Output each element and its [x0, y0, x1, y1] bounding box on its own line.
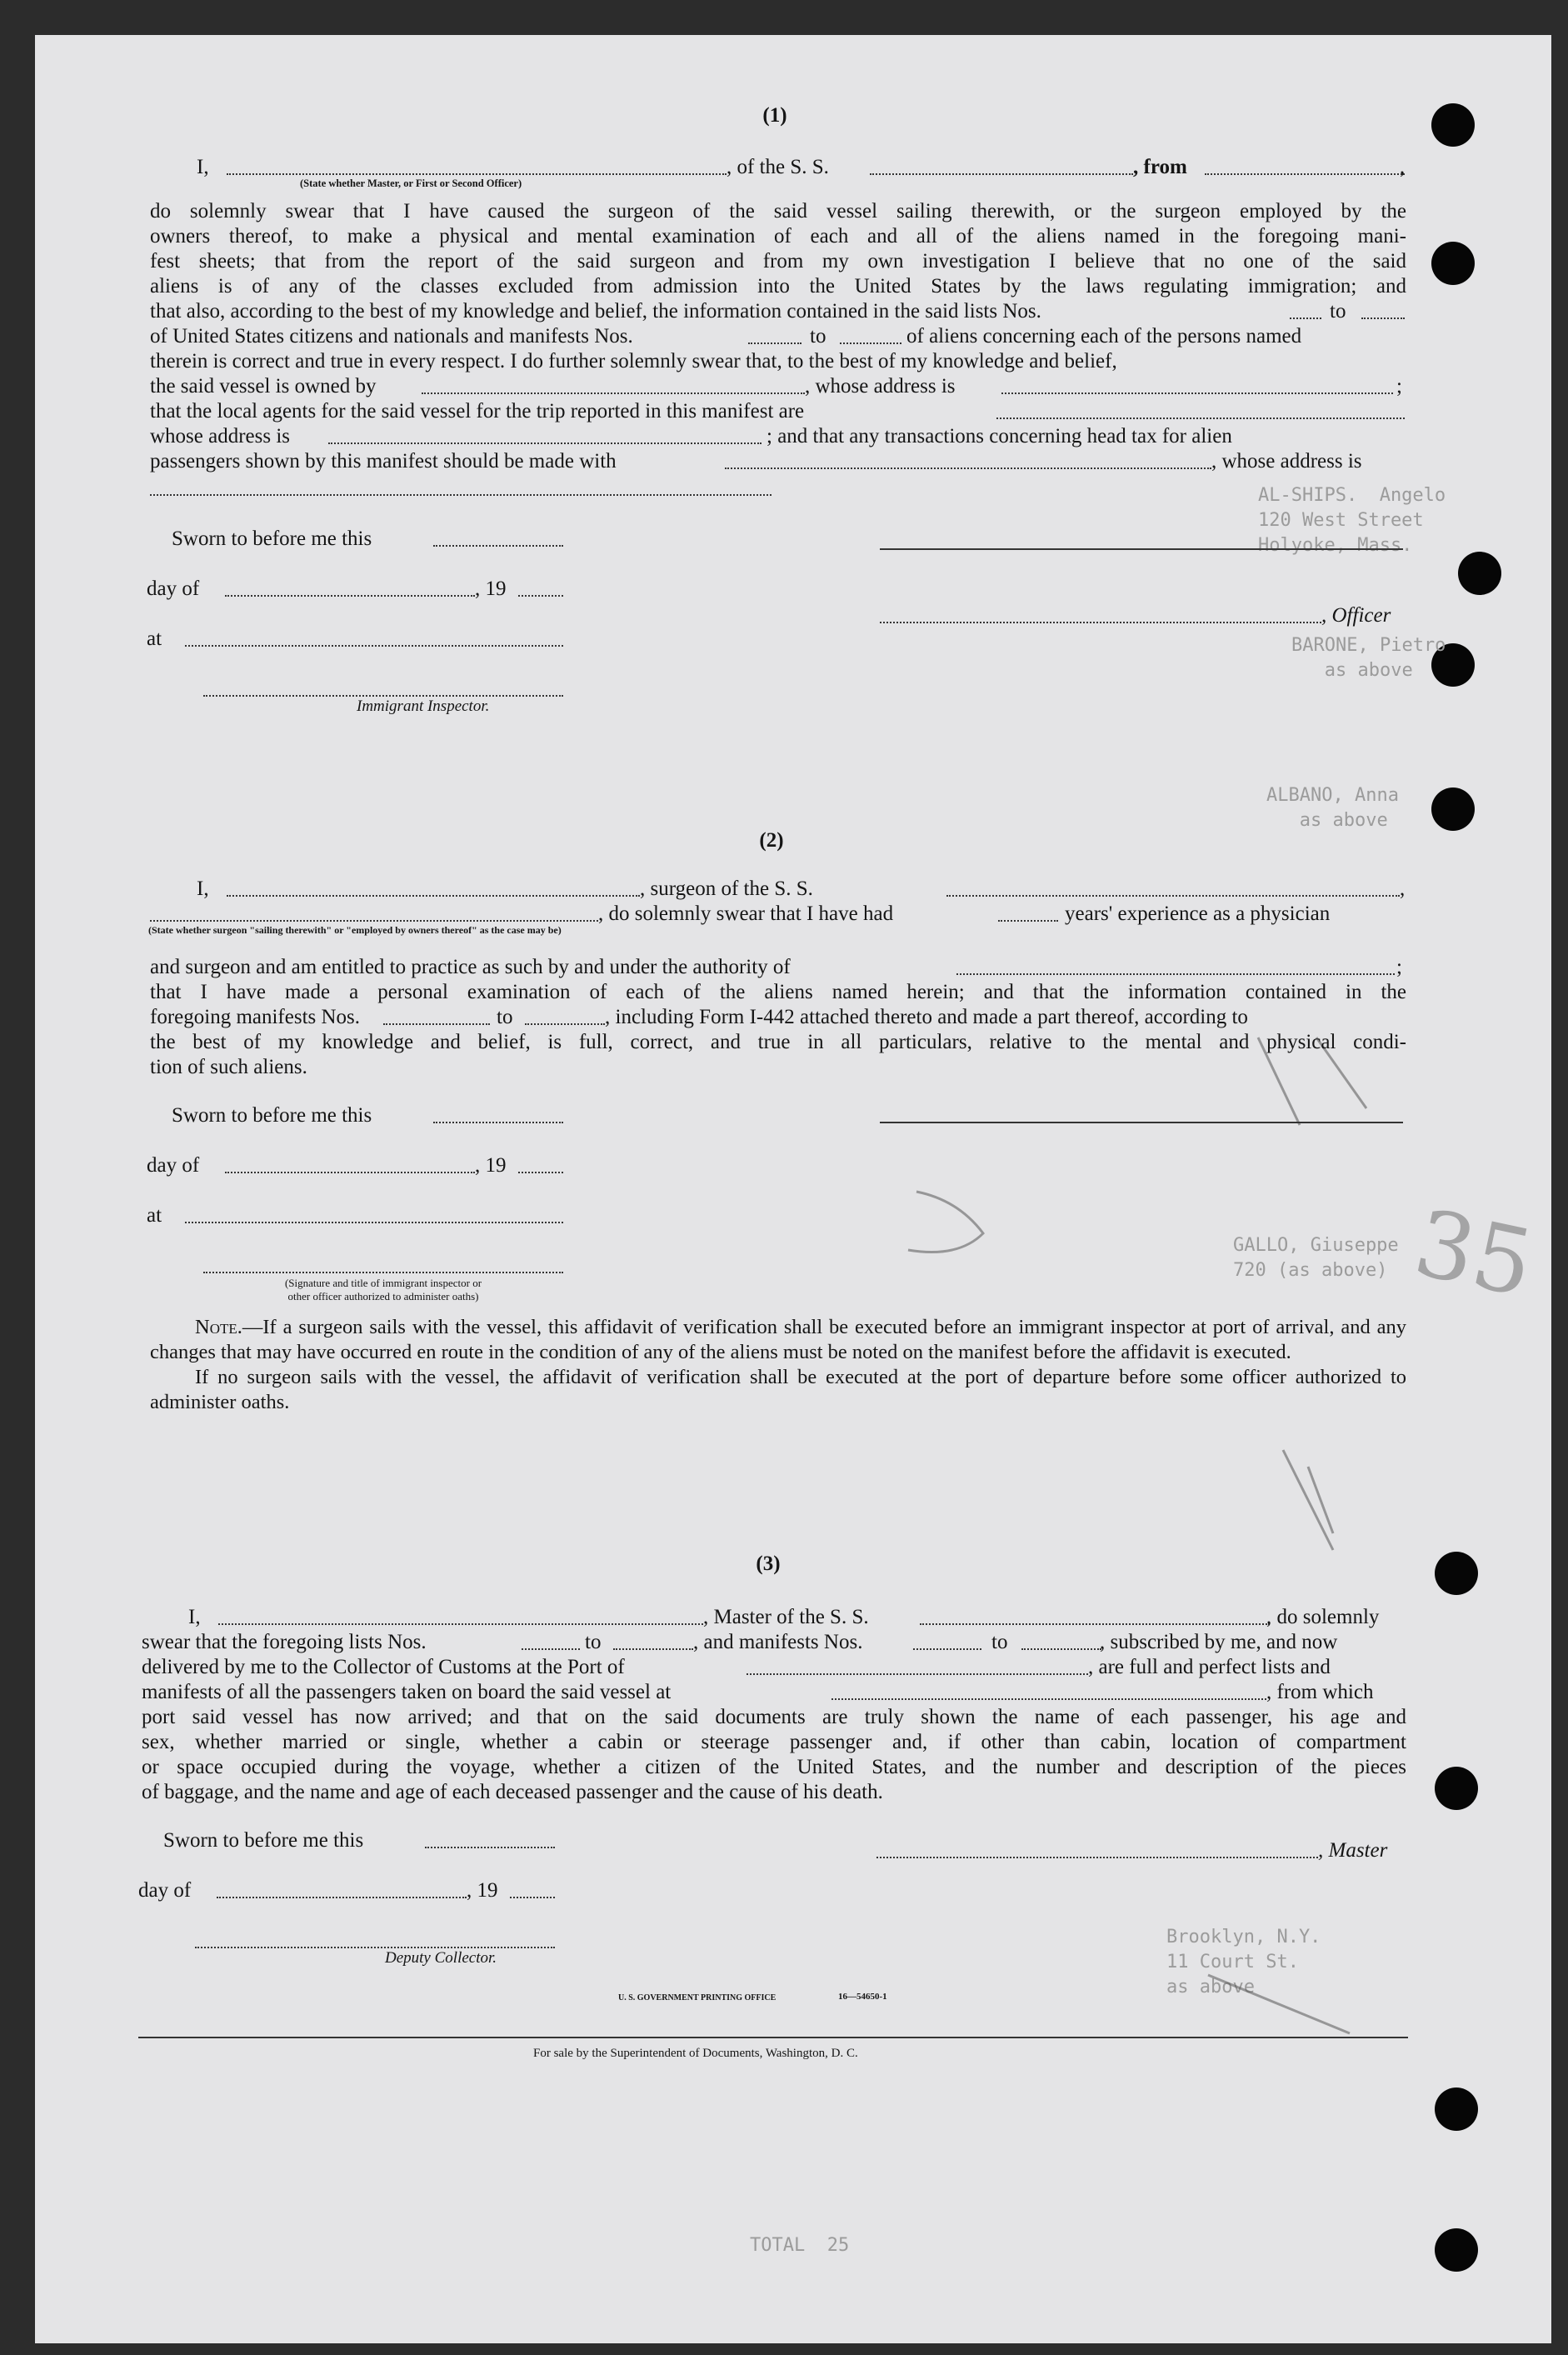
- bleed-text: AL-SHIPS. Angelo 120 West Street Holyoke, Mass.: [1258, 485, 1446, 556]
- master-manifests-from-field[interactable]: [913, 1648, 981, 1650]
- form-text: ; and that any transactions concerning head tax for alien: [767, 425, 1232, 448]
- local-agents-field[interactable]: [996, 418, 1405, 419]
- agents-address-field[interactable]: [328, 442, 762, 444]
- form-text: foregoing manifests Nos.: [150, 1006, 361, 1028]
- section3-body: [142, 1705, 1406, 1805]
- master-vessel-field[interactable]: [920, 1623, 1270, 1625]
- form-text: that I have made a personal examination of each of the aliens named herein; and that the information contained in the: [150, 981, 1406, 1003]
- years-experience-field[interactable]: [998, 920, 1058, 922]
- bleed-text: Brooklyn, N.Y. 11 Court St. as above: [1166, 1927, 1321, 1998]
- form-text: port said vessel has now arrived; and that on the said documents are truly shown the name of each passenger, his age and: [142, 1706, 1406, 1728]
- form-footnote: other officer authorized to administer oaths): [287, 1290, 479, 1302]
- day-of-field[interactable]: [217, 1897, 467, 1898]
- form-text: , whose address is: [805, 375, 956, 398]
- port-field[interactable]: [747, 1673, 1088, 1675]
- manifests-from-field[interactable]: [748, 342, 801, 344]
- form-text: ,: [1400, 156, 1406, 178]
- sworn-date-field[interactable]: [433, 1122, 563, 1123]
- form-text: or space occupied during the voyage, whether a citizen of the United States, and the number and description of the pieces: [142, 1756, 1406, 1778]
- vessel-name-field[interactable]: [870, 173, 1133, 175]
- form-text: , from: [1133, 156, 1187, 178]
- inspector-label: Immigrant Inspector.: [357, 698, 490, 715]
- form-text: of aliens concerning each of the persons named: [906, 325, 1302, 348]
- lists-to-field[interactable]: [1361, 318, 1405, 319]
- section-number: (2): [759, 829, 784, 852]
- form-text: , subscribed by me, and now: [1100, 1631, 1338, 1653]
- form-text: , do solemnly: [1266, 1606, 1380, 1628]
- form-text: sex, whether married or single, whether a cabin or steerage passenger and, if other than cabin, location of compartment: [142, 1731, 1406, 1753]
- at-place-field[interactable]: [185, 1222, 563, 1223]
- form-footnote: (State whether Master, or First or Second Officer): [300, 178, 522, 189]
- bleed-text: GALLO, Giuseppe 720 (as above): [1233, 1235, 1399, 1281]
- form-text: aliens is of any of the classes excluded from admission into the United States by the laws regulating immigration; and: [150, 275, 1406, 298]
- embarkation-port-field[interactable]: [831, 1698, 1266, 1700]
- form-text: If no surgeon sails with the vessel, the affidavit of verification shall be executed at the port of departure before some officer authorized to administer oaths.: [150, 1366, 1406, 1413]
- form-text: therein is correct and true in every respect. I do further solemnly swear that, to the best of my knowledge and belief,: [150, 350, 1117, 372]
- note-label: Note.: [195, 1316, 242, 1338]
- form-number: 16—54650-1: [838, 1992, 887, 2002]
- note-text: [150, 1315, 1406, 1365]
- officer-label: , Officer: [1321, 604, 1391, 627]
- form-text: , Master of the S. S.: [703, 1606, 869, 1628]
- deputy-label: Deputy Collector.: [385, 1949, 497, 1967]
- signature-note: [200, 1277, 567, 1303]
- form-footnote: (State whether surgeon "sailing therewith" or "employed by owners thereof" as the case may be): [148, 924, 562, 936]
- form-text: ;: [1396, 375, 1402, 398]
- bleed-text: TOTAL 25: [750, 2235, 850, 2256]
- form-text: the said vessel is owned by: [150, 375, 377, 398]
- form-text: day of: [138, 1879, 192, 1902]
- form-text: of baggage, and the name and age of each deceased passenger and the cause of his death.: [142, 1781, 883, 1803]
- manifests-to-field[interactable]: [840, 342, 901, 344]
- at-place-field[interactable]: [185, 645, 563, 647]
- form-text: ,: [1400, 878, 1406, 900]
- form-text: , of the S. S.: [727, 156, 829, 178]
- form-text: , surgeon of the S. S.: [640, 878, 813, 900]
- form-text: day of: [147, 578, 200, 600]
- form-text: delivered by me to the Collector of Customs at the Port of: [142, 1656, 625, 1678]
- form-text: , 19: [475, 1154, 507, 1177]
- authority-field[interactable]: [956, 973, 1395, 975]
- master-manifests-to-field[interactable]: [1021, 1648, 1101, 1650]
- surgeon-manifests-to-field[interactable]: [525, 1023, 605, 1025]
- deputy-signature-line[interactable]: [195, 1947, 555, 1948]
- form-text: do solemnly swear that I have caused the surgeon of the said vessel sailing therewith, or the surgeon employed by the: [150, 200, 1406, 222]
- form-text: —If a surgeon sails with the vessel, this affidavit of verification shall be executed before an immigrant inspector at port of arrival, and any changes that may have occurred en route in the condition of any of the aliens must be noted on the manifest before the affidavit is executed.: [150, 1316, 1406, 1363]
- form-text: of United States citizens and nationals and manifests Nos.: [150, 325, 633, 348]
- inspector-signature-line[interactable]: [203, 695, 563, 697]
- form-text: whose address is: [150, 425, 291, 448]
- form-text: at: [147, 1204, 162, 1227]
- owner-field[interactable]: [422, 392, 805, 394]
- form-text: and surgeon and am entitled to practice as such by and under the authority of: [150, 956, 791, 978]
- form-text: , including Form I-442 attached thereto and made a part thereof, according to: [605, 1006, 1248, 1028]
- master-signature-line[interactable]: [876, 1857, 1318, 1858]
- surgeon-name-field[interactable]: [227, 895, 640, 897]
- surgeon-signature-line[interactable]: [880, 1122, 1403, 1123]
- form-text: , 19: [467, 1879, 498, 1902]
- form-text: , are full and perfect lists and: [1088, 1656, 1331, 1678]
- form-text: day of: [147, 1154, 200, 1177]
- master-name-field[interactable]: [218, 1623, 703, 1625]
- section-number: (1): [762, 104, 787, 127]
- year-field[interactable]: [510, 1897, 555, 1898]
- form-text: , from which: [1266, 1681, 1374, 1703]
- section2-body: [150, 1030, 1406, 1080]
- lists-from-field[interactable]: [1290, 318, 1321, 319]
- note-paragraph: [150, 1315, 1406, 1415]
- form-text: to: [497, 1006, 513, 1028]
- form-text: passengers shown by this manifest should be made with: [150, 450, 617, 472]
- form-text: , 19: [475, 578, 507, 600]
- form-text: owners thereof, to make a physical and mental examination of each and all of the aliens named in the foregoing mani-: [150, 225, 1406, 248]
- form-text: fest sheets; that from the report of the said surgeon and from my own investigation I believe that no one of the said: [150, 250, 1406, 272]
- form-text: ;: [1396, 956, 1402, 978]
- section1-body: [150, 199, 1406, 299]
- officer-name-field[interactable]: [227, 173, 727, 175]
- officer-signature-line[interactable]: [880, 622, 1321, 623]
- form-text: I,: [197, 878, 209, 900]
- for-sale-notice: For sale by the Superintendent of Documents, Washington, D. C.: [533, 2047, 858, 2060]
- form-text: Sworn to before me this: [172, 528, 372, 550]
- form-text: to: [810, 325, 826, 348]
- page-number-mark: 35: [1406, 1188, 1543, 1318]
- form-text: , do solemnly swear that I have had: [598, 902, 894, 925]
- form-text: Sworn to before me this: [172, 1104, 372, 1127]
- form-text: Sworn to before me this: [163, 1829, 364, 1852]
- form-text: I,: [188, 1606, 201, 1628]
- sworn-date-field[interactable]: [425, 1847, 555, 1848]
- day-of-field[interactable]: [225, 595, 475, 597]
- form-text: , whose address is: [1211, 450, 1362, 472]
- head-tax-contact-field[interactable]: [725, 468, 1211, 469]
- departure-port-field[interactable]: [1205, 173, 1405, 175]
- year-field[interactable]: [518, 1172, 563, 1173]
- master-lists-to-field[interactable]: [613, 1648, 693, 1650]
- form-text: , and manifests Nos.: [693, 1631, 863, 1653]
- day-of-field[interactable]: [225, 1172, 475, 1173]
- officer-signature-line-top[interactable]: [880, 548, 1403, 550]
- sworn-date-field[interactable]: [433, 545, 563, 547]
- form-text: the best of my knowledge and belief, is full, correct, and true in all particulars, relative to the mental and physical condi-: [150, 1031, 1406, 1053]
- form-text: to: [1330, 300, 1346, 322]
- form-text: that the local agents for the said vessel for the trip reported in this manifest are: [150, 400, 805, 422]
- section-number: (3): [756, 1552, 781, 1575]
- surgeon-status-field[interactable]: [150, 920, 598, 922]
- bleed-text: ALBANO, Anna as above: [1266, 785, 1399, 831]
- form-text: at: [147, 628, 162, 650]
- form-text: manifests of all the passengers taken on board the said vessel at: [142, 1681, 672, 1703]
- form-text: I,: [197, 156, 209, 178]
- owner-address-field[interactable]: [1001, 392, 1393, 394]
- form-text: swear that the foregoing lists Nos.: [142, 1631, 427, 1653]
- section2-body: [150, 980, 1406, 1005]
- year-field[interactable]: [518, 595, 563, 597]
- form-text: to: [585, 1631, 602, 1653]
- form-text: tion of such aliens.: [150, 1056, 307, 1078]
- head-tax-address-field[interactable]: [150, 494, 772, 496]
- footer-rule: [138, 2037, 1408, 2038]
- master-label: , Master: [1318, 1839, 1388, 1862]
- bleed-text: BARONE, Pietro as above: [1291, 635, 1446, 681]
- form-text: to: [991, 1631, 1008, 1653]
- form-text: that also, according to the best of my knowledge and belief, the information contained in the said lists Nos.: [150, 300, 1041, 322]
- printing-office: U. S. GOVERNMENT PRINTING OFFICE: [618, 1993, 777, 2002]
- surgeon-manifests-from-field[interactable]: [383, 1023, 490, 1025]
- form-footnote: (Signature and title of immigrant inspector or: [284, 1277, 482, 1289]
- inspector-signature-line[interactable]: [203, 1272, 563, 1273]
- master-lists-from-field[interactable]: [522, 1648, 580, 1650]
- surgeon-vessel-field[interactable]: [946, 895, 1400, 897]
- form-text: years' experience as a physician: [1065, 902, 1331, 925]
